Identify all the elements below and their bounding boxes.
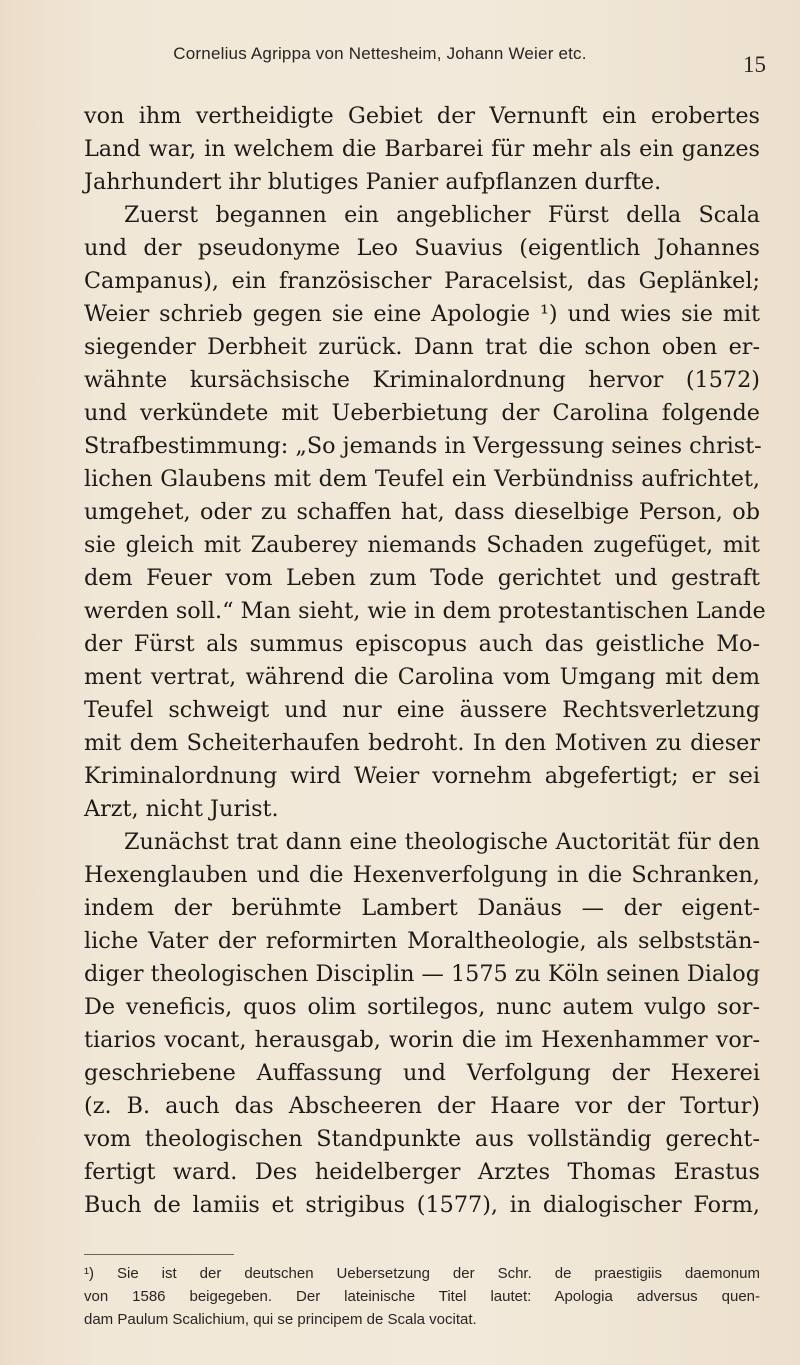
text-line: ment vertrat, während die Carolina vom Umgang mit dem: [84, 664, 760, 690]
footnote-line: ¹) Sie ist der deutschen Uebersetzung der Schr. de praestigiis daemonum: [84, 1265, 760, 1282]
text-line: tiarios vocant, herausgab, worin die im Hexenhammer vor-: [84, 1027, 760, 1053]
text-line: De veneficis, quos olim sortilegos, nunc autem vulgo sor-: [84, 994, 760, 1020]
text-line: sie gleich mit Zauberey niemands Schaden zugefüget, mit: [84, 532, 760, 558]
text-line: wähnte kursächsische Kriminalordnung hervor (1572): [84, 367, 760, 393]
text-line: Teufel schweigt und nur eine äussere Rechtsverletzung: [84, 697, 760, 723]
text-line: der Fürst als summus episcopus auch das geistliche Mo-: [84, 631, 760, 657]
footnote-line: von 1586 beigegeben. Der lateinische Titel lautet: Apologia adversus quen-: [84, 1288, 760, 1305]
footnote-line: dam Paulum Scalichium, qui se principem de Scala vocitat.: [84, 1311, 477, 1328]
text-line: dem Feuer vom Leben zum Tode gerichtet und gestraft: [84, 565, 760, 591]
text-line: mit dem Scheiterhaufen bedroht. In den Motiven zu dieser: [84, 730, 760, 756]
footnote-rule: [84, 1254, 234, 1255]
text-line: (z. B. auch das Abscheeren der Haare vor der Tortur): [84, 1093, 760, 1119]
running-title: Cornelius Agrippa von Nettesheim, Johann Weier etc.: [173, 44, 587, 63]
text-line: Kriminalordnung wird Weier vornehm abgefertigt; er sei: [84, 763, 760, 789]
text-line: und verkündete mit Ueberbietung der Carolina folgende: [84, 400, 760, 426]
text-line: Strafbestimmung: „So jemands in Vergessung seines christ-: [84, 433, 762, 459]
text-line: diger theologischen Disciplin — 1575 zu Köln seinen Dialog: [84, 961, 760, 987]
text-line: Campanus), ein französischer Paracelsist, das Geplänkel;: [84, 268, 760, 294]
text-line: werden soll.“ Man sieht, wie in dem protestantischen Lande: [84, 598, 766, 624]
page-number: 15: [743, 52, 766, 77]
text-line: Land war, in welchem die Barbarei für mehr als ein ganzes: [84, 136, 760, 162]
text-line: von ihm vertheidigte Gebiet der Vernunft ein erobertes: [84, 103, 760, 129]
text-line: umgehet, oder zu schaffen hat, dass dieselbige Person, ob: [84, 499, 760, 525]
text-line: Buch de lamiis et strigibus (1577), in dialogischer Form,: [84, 1192, 760, 1218]
text-line: indem der berühmte Lambert Danäus — der eigent-: [84, 895, 760, 921]
text-line: siegender Derbheit zurück. Dann trat die schon oben er-: [84, 334, 760, 360]
text-line: Zuerst begannen ein angeblicher Fürst della Scala: [124, 202, 760, 228]
text-line: geschriebene Auffassung und Verfolgung der Hexerei: [84, 1060, 760, 1086]
text-line: lichen Glaubens mit dem Teufel ein Verbündniss aufrichtet,: [84, 466, 760, 492]
text-line: Arzt, nicht Jurist.: [84, 796, 279, 822]
text-line: Hexenglauben und die Hexenverfolgung in die Schranken,: [84, 862, 760, 888]
text-line: Jahrhundert ihr blutiges Panier aufpflanzen durfte.: [84, 169, 662, 195]
text-line: und der pseudonyme Leo Suavius (eigentlich Johannes: [84, 235, 760, 261]
text-line: Weier schrieb gegen sie eine Apologie ¹) und wies sie mit: [84, 301, 760, 327]
text-line: fertigt ward. Des heidelberger Arztes Thomas Erastus: [84, 1159, 760, 1185]
text-line: Zunächst trat dann eine theologische Auctorität für den: [124, 829, 760, 855]
text-line: liche Vater der reformirten Moraltheologie, als selbststän-: [84, 928, 760, 954]
text-line: vom theologischen Standpunkte aus vollständig gerecht-: [84, 1126, 760, 1152]
